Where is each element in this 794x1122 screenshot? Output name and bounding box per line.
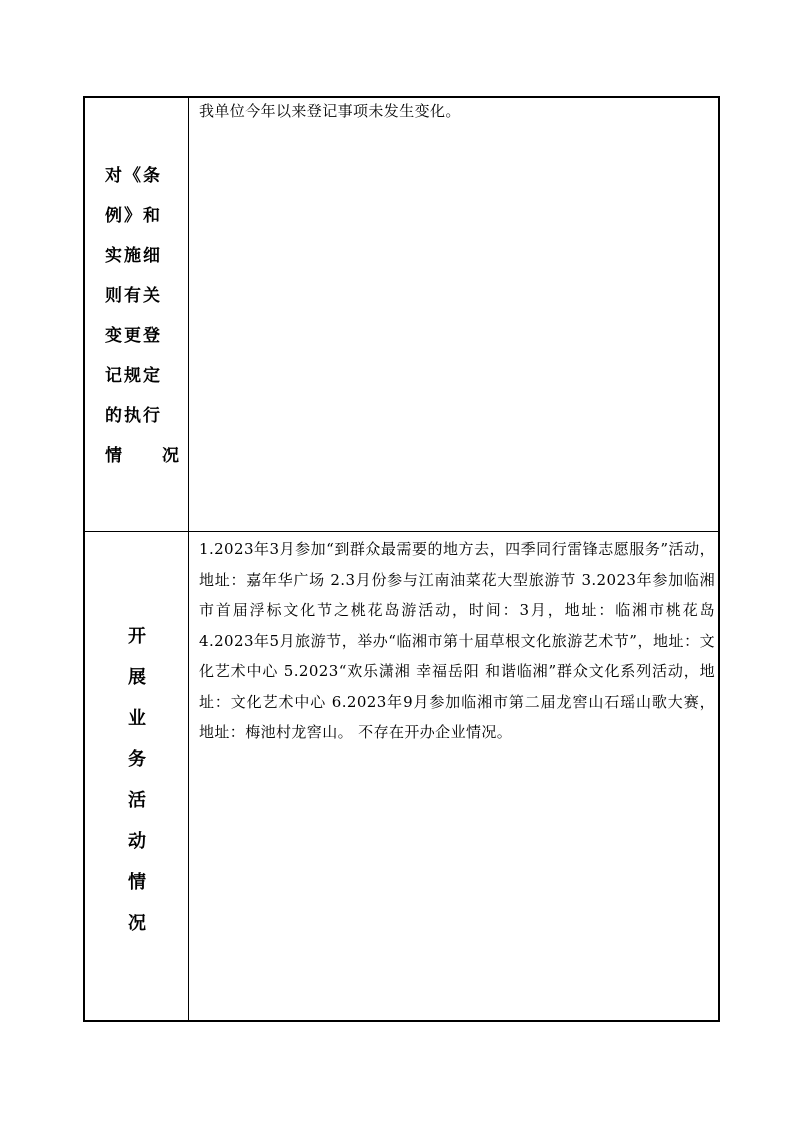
row-label-cell <box>85 98 189 531</box>
table-row-business-activities <box>85 532 718 1020</box>
registration-change-text: 我单位今年以来登记事项未发生变化。 <box>199 102 461 120</box>
label-line: 情 况 <box>105 446 181 466</box>
row-content-cell <box>189 532 718 1020</box>
label-char: 动 <box>128 831 146 852</box>
label-char: 业 <box>128 708 146 729</box>
label-char: 开 <box>128 626 146 647</box>
business-activities-text: 1.2023年3月参加“到群众最需要的地方去，四季同行雷锋志愿服务”活动，地址：嘉年华广场 2.3月份参与江南油菜花大型旅游节 3.2023年参加临湘市首届浮标文化节之桃花岛游活动，时间：3月，地址：临湘市桃花岛 4.2023年5月旅游节，举办“临湘市第十届草根文化旅游艺术节”，地址：文化艺术中心 5.2023“欢乐潇湘 幸福岳阳 和谐临湘”群众文化系列活动，地址：文化艺术中心 6.2023年9月参加临湘市第二届龙窖山石瑶山歌大赛，地址：梅池村龙窖山。 不存在开办企业情况。 <box>199 540 715 741</box>
label-char: 展 <box>128 667 146 688</box>
label-line: 变更登 <box>105 326 162 346</box>
label-line: 则有关 <box>105 286 162 306</box>
label-line: 记规定 <box>105 366 162 386</box>
label-char: 情 <box>128 872 146 893</box>
label-line: 对《条 <box>105 166 162 186</box>
label-line: 实施细 <box>105 246 162 266</box>
label-char: 活 <box>128 790 146 811</box>
row-label-business-activities <box>85 616 189 944</box>
table-row-registration-change <box>85 98 718 532</box>
label-char: 况 <box>128 913 146 934</box>
label-line: 例》和 <box>105 206 162 226</box>
row-label-cell <box>85 532 189 1020</box>
report-table <box>83 96 720 1022</box>
label-line: 的执行 <box>105 406 162 426</box>
label-char: 务 <box>128 749 146 770</box>
row-label-registration-change <box>105 156 181 476</box>
row-content-cell <box>189 98 718 531</box>
